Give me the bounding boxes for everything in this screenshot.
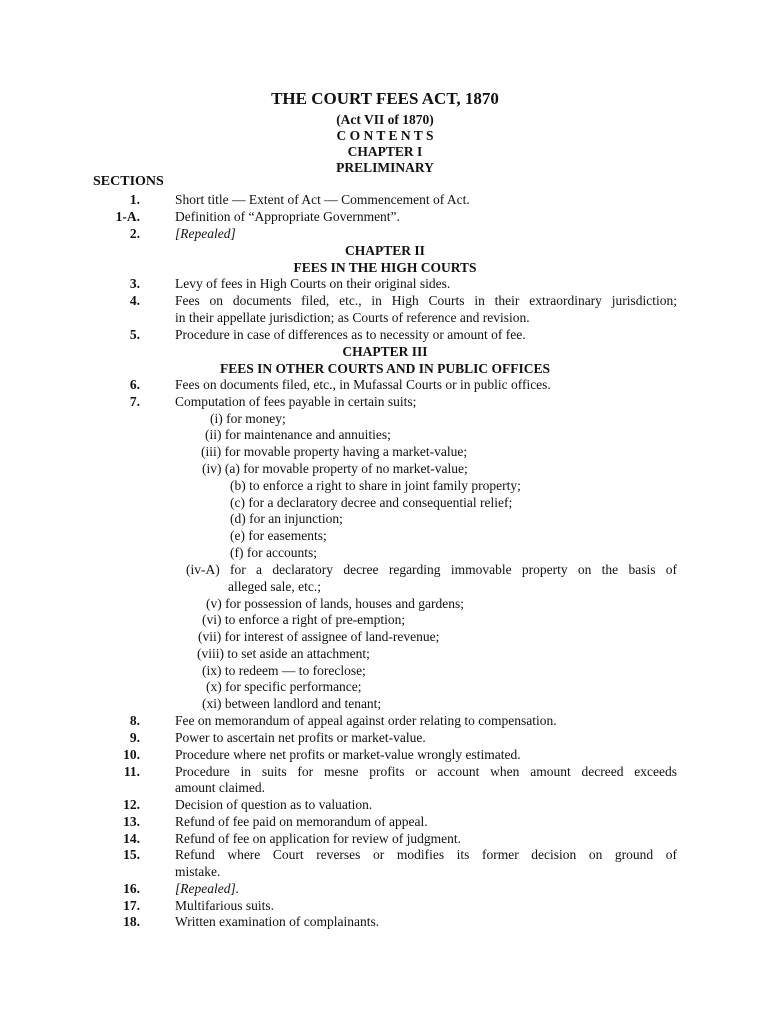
section-title: Decision of question as to valuation. (175, 797, 373, 812)
section-number: 16. (123, 881, 140, 896)
section-title: Short title — Extent of Act — Commencement of Act. (175, 192, 470, 207)
section-title: Power to ascertain net profits or market-value. (175, 730, 426, 745)
subitem-viii: (viii) to set aside an attachment; (197, 646, 370, 661)
section-number: 1-A. (115, 209, 140, 224)
section-number: 9. (129, 730, 140, 745)
section-number: 6. (129, 377, 140, 392)
chapter-3-name: FEES IN OTHER COURTS AND IN PUBLIC OFFICES (220, 361, 550, 376)
section-number: 5. (129, 327, 140, 342)
section-number: 10. (123, 747, 140, 762)
act-title: THE COURT FEES ACT, 1870 (271, 89, 499, 108)
section-title: Refund of fee paid on memorandum of appeal. (175, 814, 428, 829)
section-number: 3. (129, 276, 140, 291)
subitem-ii: (ii) for maintenance and annuities; (205, 427, 391, 442)
subitem-vii: (vii) for interest of assignee of land-revenue; (198, 629, 440, 644)
subitem-iv-b: (b) to enforce a right to share in joint family property; (230, 478, 521, 493)
section-title-continued: amount claimed. (175, 780, 265, 795)
subitem-ix: (ix) to redeem — to foreclose; (202, 663, 366, 678)
section-number: 7. (129, 394, 140, 409)
act-number: (Act VII of 1870) (336, 112, 434, 127)
chapter-1-label: CHAPTER I (347, 144, 423, 159)
chapter-3-label: CHAPTER III (342, 344, 428, 359)
section-title: Fees on documents filed, etc., in Mufassal Courts or in public offices. (175, 377, 551, 392)
section-number: 13. (123, 814, 140, 829)
section-number: 15. (123, 847, 140, 862)
subitem-iv-c: (c) for a declaratory decree and consequential relief; (230, 495, 513, 510)
chapter-2-name: FEES IN THE HIGH COURTS (293, 260, 477, 275)
section-number: 14. (123, 831, 140, 846)
sections-label: SECTIONS (93, 174, 164, 189)
section-title: [Repealed]. (175, 881, 240, 896)
section-title: Levy of fees in High Courts on their original sides. (175, 276, 451, 291)
section-title: Written examination of complainants. (175, 914, 380, 929)
subitem-x: (x) for specific performance; (206, 679, 362, 694)
section-number: 8. (129, 713, 140, 728)
section-title: Procedure where net profits or market-value wrongly estimated. (175, 747, 521, 762)
section-title: Procedure in suits for mesne profits or account when amount decreed exceeds (175, 764, 677, 779)
subitem-iv-f: (f) for accounts; (230, 545, 317, 560)
section-title: Definition of “Appropriate Government”. (175, 209, 400, 224)
section-number: 11. (123, 764, 140, 779)
section-title: [Repealed] (175, 226, 236, 241)
subitem-iv-A: (iv-A) for a declaratory decree regarding immovable property on the basis of (186, 562, 677, 577)
section-title: Fees on documents filed, etc., in High Courts in their extraordinary jurisdiction; (175, 293, 677, 308)
subitem-vi: (vi) to enforce a right of pre-emption; (202, 612, 406, 627)
subitem-iii: (iii) for movable property having a market-value; (201, 444, 468, 459)
section-title: Multifarious suits. (175, 898, 275, 913)
subitem-iv-A-continued: alleged sale, etc.; (228, 579, 321, 594)
section-title: Refund where Court reverses or modifies its former decision on ground of (175, 847, 677, 862)
section-number: 2. (129, 226, 140, 241)
section-title: Fee on memorandum of appeal against order relating to compensation. (175, 713, 557, 728)
subitem-iv-d: (d) for an injunction; (230, 511, 343, 526)
chapter-2-label: CHAPTER II (345, 243, 425, 258)
subitem-xi: (xi) between landlord and tenant; (202, 696, 382, 711)
section-title: Refund of fee on application for review of judgment. (175, 831, 462, 846)
chapter-1-name: PRELIMINARY (336, 160, 434, 175)
subitem-iv-a: (iv) (a) for movable property of no market-value; (202, 461, 468, 476)
contents-heading: C O N T E N T S (336, 128, 434, 143)
subitem-v: (v) for possession of lands, houses and gardens; (206, 596, 464, 611)
section-number: 18. (123, 914, 140, 929)
section-title: Procedure in case of differences as to necessity or amount of fee. (175, 327, 526, 342)
section-title-continued: in their appellate jurisdiction; as Courts of reference and revision. (175, 310, 530, 325)
section-number: 4. (129, 293, 140, 308)
subitem-i: (i) for money; (210, 411, 286, 426)
section-number: 17. (123, 898, 140, 913)
section-number: 12. (123, 797, 140, 812)
subitem-iv-e: (e) for easements; (230, 528, 327, 543)
section-number: 1. (129, 192, 140, 207)
section-title-continued: mistake. (175, 864, 221, 879)
section-title: Computation of fees payable in certain suits; (175, 394, 417, 409)
